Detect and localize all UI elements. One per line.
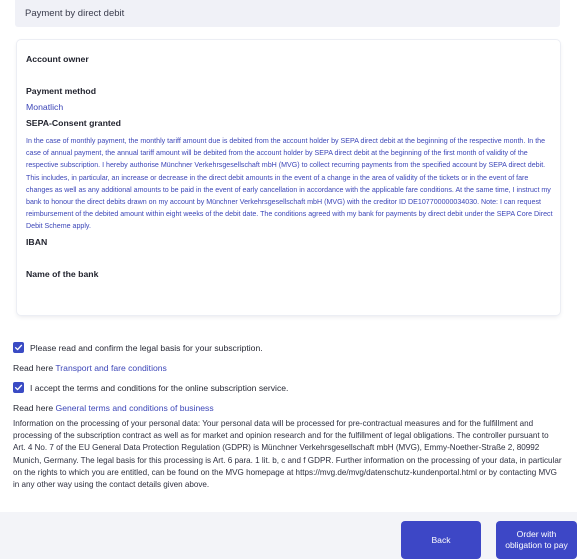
fare-conditions-line bbox=[13, 363, 167, 373]
order-with-obligation-button[interactable]: Order with obligation to pay bbox=[496, 521, 577, 559]
payment-method-label: Payment method bbox=[26, 86, 96, 96]
read-here-text: Read here bbox=[13, 403, 54, 413]
payment-details-card bbox=[17, 40, 560, 315]
transport-fare-conditions-link[interactable]: Transport and fare conditions bbox=[55, 363, 167, 373]
section-header bbox=[15, 0, 560, 27]
check-icon bbox=[14, 383, 23, 392]
privacy-notice: Information on the processing of your personal data: Your personal data will be processed for pre-contractual measures and for the fulfillment and processing of the subscription contract as well as for market and opinion research and for the fulfillment of legal obligations. The controller pursuant to Art. 4 No. 7 of the EU General Data Protection Regulation (GDPR) is Münchner Verkehrsgesellschaft mbH (MVG), Emmy-Noether-Straße 2, 80992 Munich, Germany. The legal basis for this processing is Art. 6 para. 1 lit. b, c and f GDPR. Further information on the processing of your data, in particular on the rights to which you are entitled, can be found on the MVG homepage at https://mvg.de/mvg/datenschutz-kundenportal.html or by contacting MVG in any other way using the contact details given above. bbox=[13, 419, 562, 490]
legal-basis-checkbox-label: Please read and confirm the legal basis for your subscription. bbox=[30, 342, 263, 353]
terms-checkbox-label: I accept the terms and conditions for the online subscription service. bbox=[30, 382, 289, 393]
account-owner-label: Account owner bbox=[26, 54, 89, 64]
section-title: Payment by direct debit bbox=[25, 8, 125, 19]
terms-checkbox-row bbox=[13, 382, 288, 393]
terms-checkbox[interactable] bbox=[13, 382, 24, 393]
sepa-consent-label: SEPA-Consent granted bbox=[26, 118, 121, 128]
check-icon bbox=[14, 343, 23, 352]
general-terms-link[interactable]: General terms and conditions of business bbox=[55, 403, 214, 413]
sepa-consent-text: In the case of monthly payment, the monthly tariff amount due is debited from the account holder by SEPA direct debit at the beginning of the respective month. In the case of annual payment, the annual tariff amount will be debited from the account holder by SEPA direct debit at the beginning of the first month of validity of the respective subscription. I hereby authorise Münchner Verkehrsgesellschaft mbH (MVG) to collect recurring payments from the specified account by SEPA direct debit. This includes, in particular, an increase or decrease in the direct debit amounts in the event of a change in the area of validity of the tickets or in the event of fare changes as well as any additional amounts to be paid in the event of early cancellation in accordance with the applicable fare conditions. At the same time, I instruct my bank to honour the direct debits drawn on my account by Münchner Verkehrsgesellschaft mbH (MVG) with the creditor ID DE107700000034030. Note: I can request reimbursement of the debited amount within eight weeks of the debit date. The conditions agreed with my bank for payments by direct debit under the SEPA Core Direct Debit Scheme apply. bbox=[26, 137, 553, 231]
legal-basis-checkbox-row bbox=[13, 342, 263, 353]
read-here-text: Read here bbox=[13, 363, 54, 373]
terms-line bbox=[13, 403, 214, 413]
legal-basis-checkbox[interactable] bbox=[13, 342, 24, 353]
footer-bar bbox=[0, 512, 577, 559]
iban-label: IBAN bbox=[26, 237, 48, 247]
payment-method-value: Monatlich bbox=[26, 102, 64, 112]
back-button[interactable]: Back bbox=[401, 521, 481, 559]
bank-name-label: Name of the bank bbox=[26, 269, 99, 279]
